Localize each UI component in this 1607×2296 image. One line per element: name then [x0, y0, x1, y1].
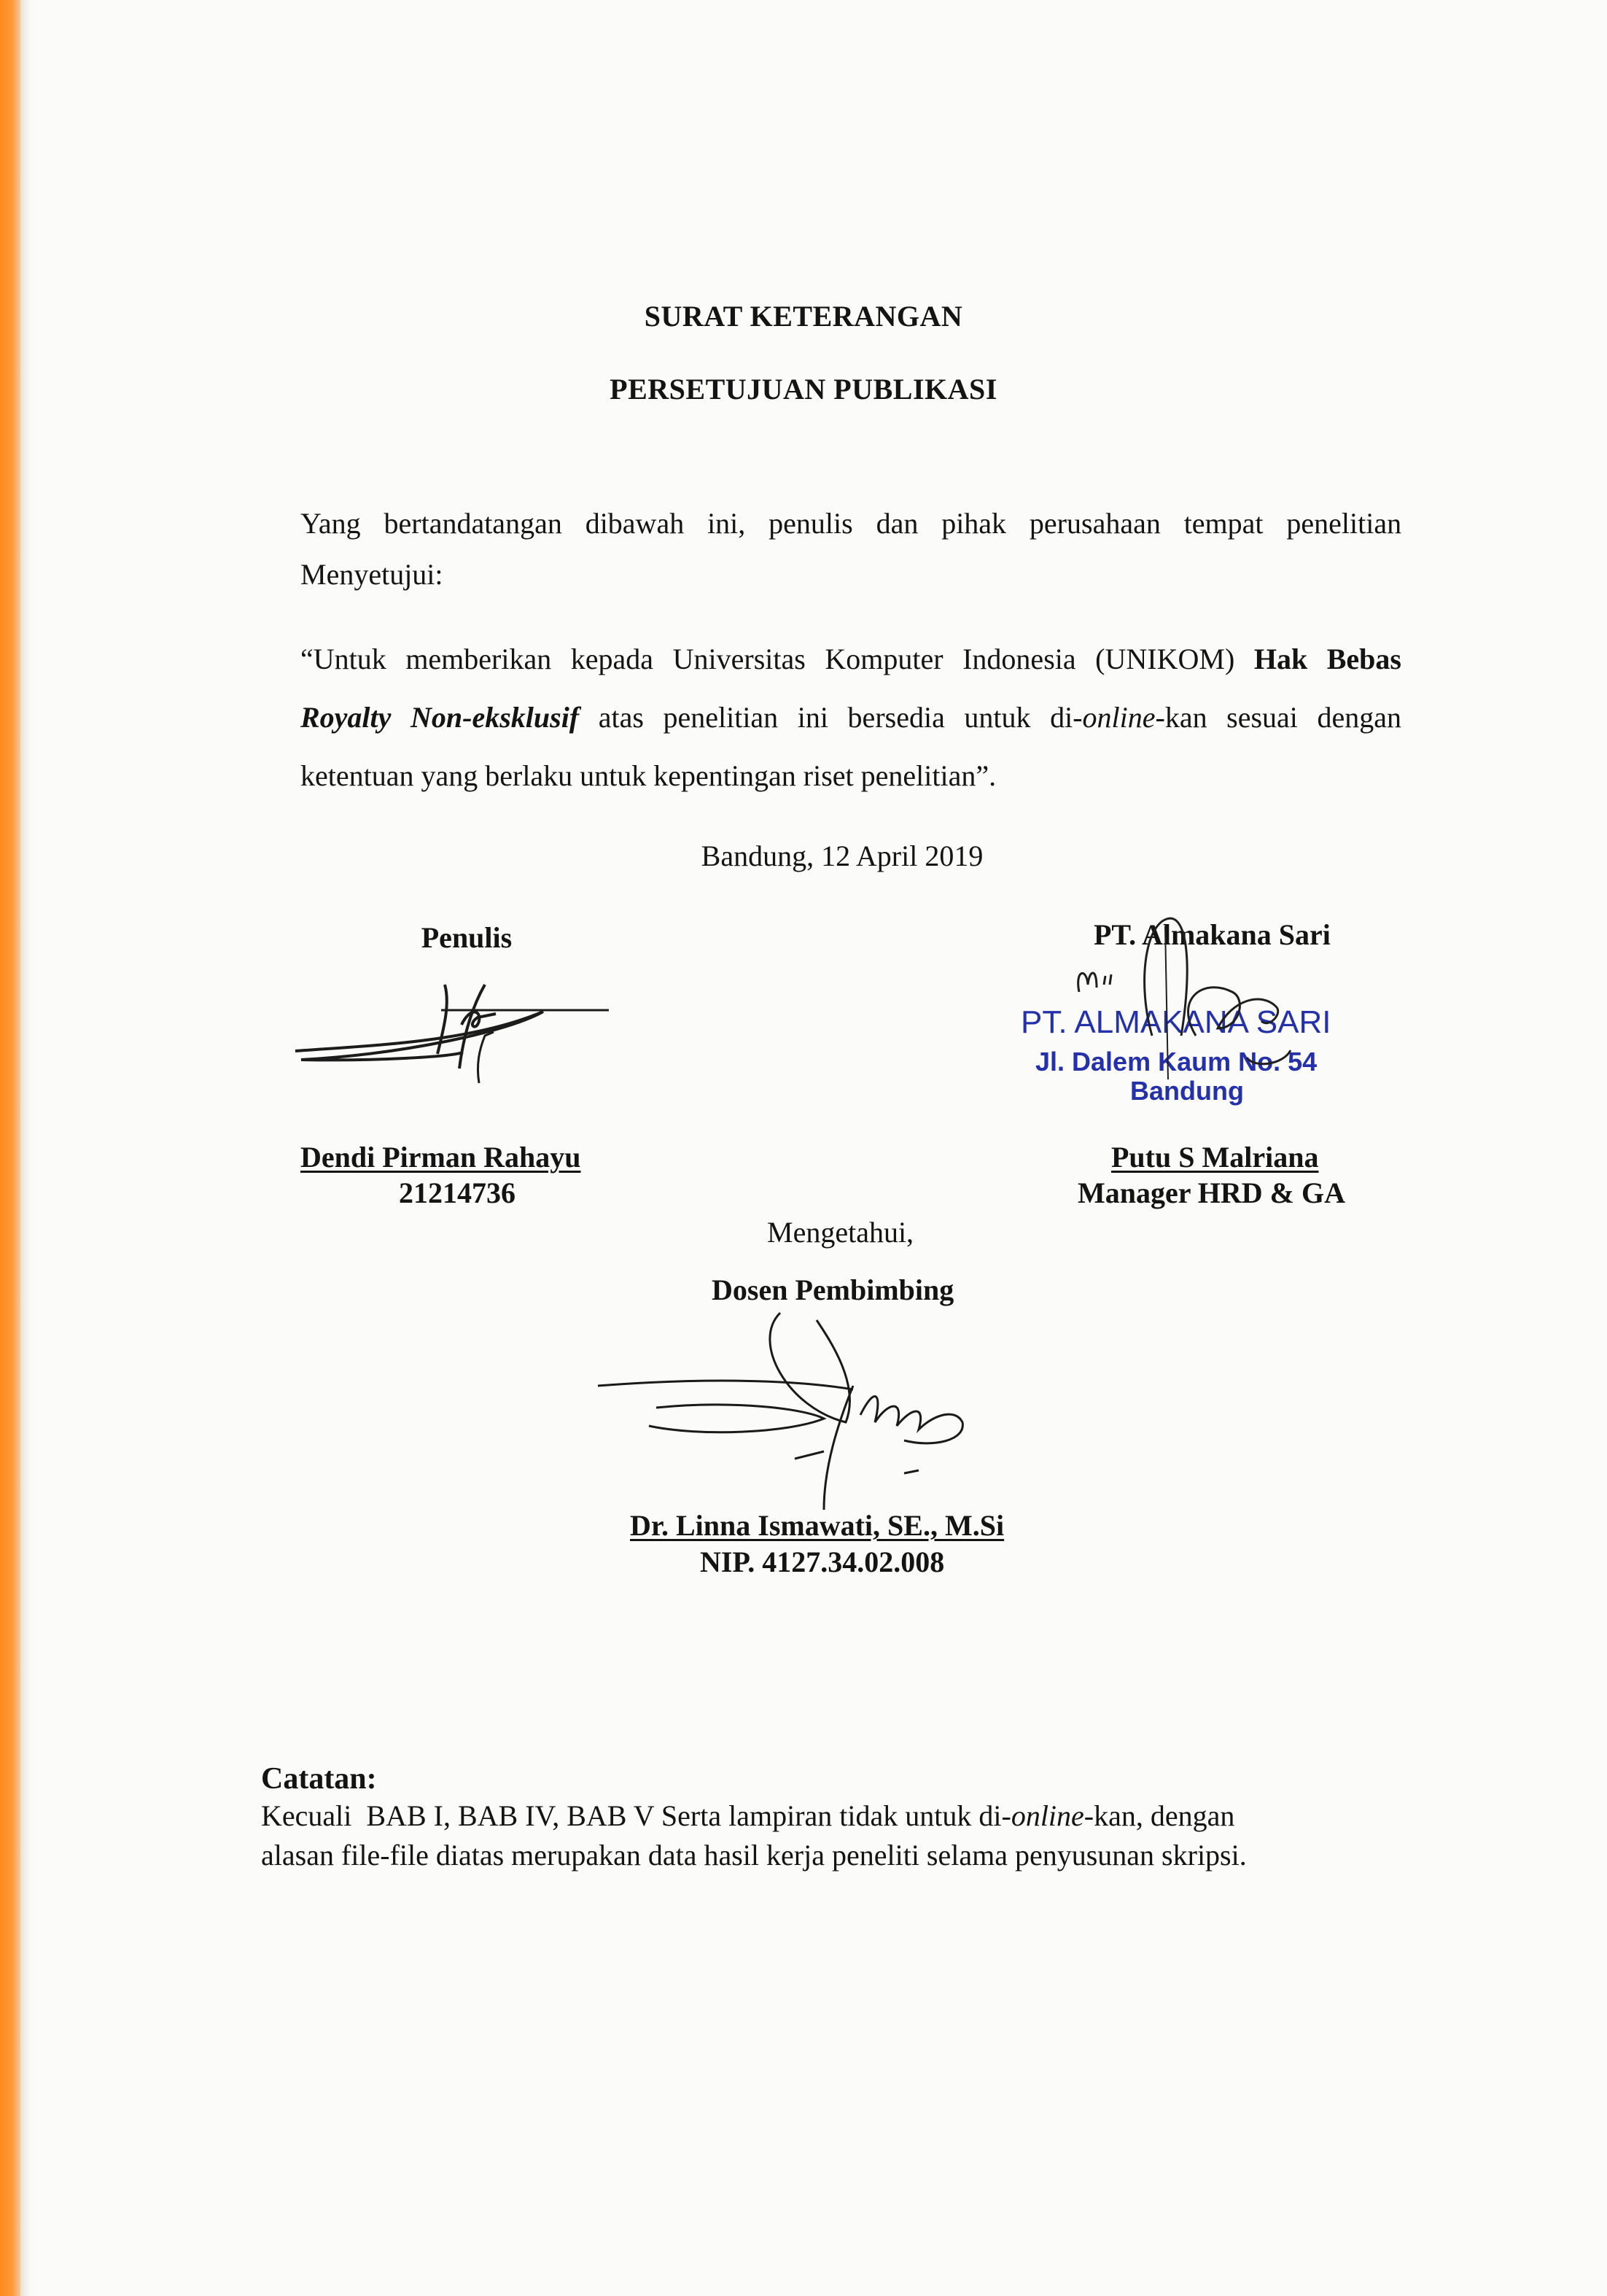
intro-word: bertandatangan: [384, 507, 562, 540]
acknowledge-label: Mengetahui,: [767, 1216, 914, 1249]
notes-line-2: alasan file-file diatas merupakan data hasil kerja peneliti selama penyusunan skripsi.: [261, 1839, 1247, 1872]
intro-word: penelitian: [1286, 507, 1402, 540]
advisor-name: Dr. Linna Ismawati, SE., M.Si: [630, 1509, 1005, 1542]
place-date: Bandung, 12 April 2019: [701, 839, 984, 872]
quote-line-1-text: “Untuk memberikan kepada Universitas Komputer Indonesia (UNIKOM): [300, 643, 1235, 675]
company-name: PT. Almakana Sari: [1094, 918, 1331, 951]
notes-line-1-text-b: -kan, dengan: [1083, 1799, 1235, 1832]
page-edge-shadow: [20, 0, 31, 2296]
quote-line-2-text-a: atas penelitian ini bersedia untuk di-: [579, 701, 1083, 734]
company-signature: [1065, 912, 1342, 1101]
company-signatory-name: Putu S Malriana: [1111, 1141, 1319, 1174]
stamp-line-2: Jl. Dalem Kaum No. 54: [1035, 1047, 1318, 1077]
quote-line-2-italic: online: [1082, 701, 1156, 734]
intro-word: pihak: [941, 507, 1007, 540]
intro-word: perusahaan: [1029, 507, 1161, 540]
stamp-line-3: Bandung: [1130, 1076, 1244, 1106]
quote-line-1: [300, 642, 1401, 676]
intro-word: dibawah: [585, 507, 685, 540]
notes-line-1-italic: online: [1011, 1799, 1084, 1832]
quote-line-2-text-b: -kan sesuai dengan: [1155, 701, 1402, 734]
intro-line-1: [300, 506, 1401, 540]
document-title: SURAT KETERANGAN: [644, 300, 963, 333]
intro-word: Yang: [300, 507, 361, 540]
notes-heading: Catatan:: [261, 1762, 377, 1796]
author-role: Penulis: [421, 921, 513, 954]
document-subtitle: PERSETUJUAN PUBLIKASI: [610, 373, 997, 406]
page-edge-orange: [0, 0, 20, 2296]
intro-word: tempat: [1183, 507, 1264, 540]
notes-line-1: [261, 1799, 1234, 1833]
advisor-id: NIP. 4127.34.02.008: [700, 1545, 945, 1578]
stamp-line-1: PT. ALMAKANA SARI: [1021, 1004, 1331, 1040]
quote-line-3: ketentuan yang berlaku untuk kepentingan riset penelitian”.: [300, 759, 997, 792]
quote-line-2: [300, 700, 1401, 734]
notes-line-1-text-a: Kecuali BAB I, BAB IV, BAB V Serta lampiran tidak untuk di-: [261, 1799, 1011, 1832]
author-id: 21214736: [399, 1176, 515, 1209]
intro-word: dan: [876, 507, 919, 540]
company-signatory-title: Manager HRD & GA: [1078, 1176, 1345, 1209]
intro-word: penulis: [769, 507, 853, 540]
advisor-role: Dosen Pembimbing: [712, 1273, 954, 1306]
author-name: Dendi Pirman Rahayu: [300, 1141, 581, 1174]
quote-line-1-bold: Hak Bebas: [1253, 643, 1401, 675]
author-signature: [288, 981, 623, 1083]
quote-line-2-bold-italic: Royalty Non-eksklusif: [300, 701, 580, 734]
intro-line-2: Menyetujui:: [300, 558, 443, 591]
advisor-signature: [583, 1298, 1021, 1517]
intro-word: ini,: [707, 507, 746, 540]
